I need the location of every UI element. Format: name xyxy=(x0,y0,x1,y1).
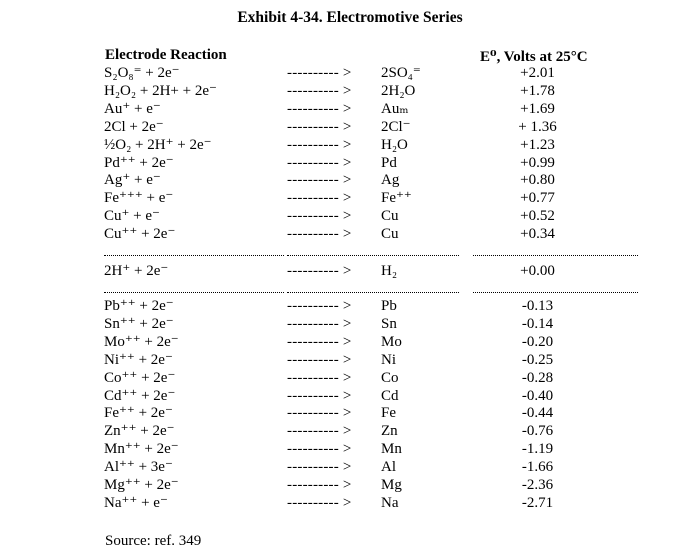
reaction-arrow: ---------- > xyxy=(287,82,352,99)
electrode-reaction: Al⁺⁺ + 3e⁻ xyxy=(104,459,173,476)
reaction-product: H₂ xyxy=(381,263,398,279)
reaction-arrow: ---------- > xyxy=(287,226,352,243)
reaction-product: Al xyxy=(381,459,396,476)
electrode-reaction: Sn⁺⁺ + 2e⁻ xyxy=(104,315,174,332)
table-row xyxy=(0,189,700,207)
electrode-reaction: Fe⁺⁺⁺ + e⁻ xyxy=(104,190,174,207)
standard-potential: -0.76 xyxy=(521,423,554,440)
reaction-arrow: ---------- > xyxy=(287,136,352,153)
reaction-product: 2SO₄⁼ xyxy=(381,65,421,81)
reaction-arrow: ---------- > xyxy=(287,494,352,511)
reaction-arrow: ---------- > xyxy=(287,100,352,117)
reaction-arrow: ---------- > xyxy=(287,459,352,476)
table-row xyxy=(0,422,700,440)
electrode-reaction: Cu⁺ + e⁻ xyxy=(104,208,160,225)
standard-potential: -1.66 xyxy=(521,459,554,476)
electrode-reaction: Zn⁺⁺ + 2e⁻ xyxy=(104,423,175,440)
standard-potential: -2.36 xyxy=(521,477,554,493)
reaction-product: Pd xyxy=(381,154,397,171)
table-row xyxy=(0,351,700,369)
standard-potential: +0.52 xyxy=(520,208,555,225)
standard-potential: -0.40 xyxy=(521,387,554,404)
reaction-product: Co xyxy=(381,369,399,386)
electrode-reaction: Na⁺⁺ + e⁻ xyxy=(104,494,168,511)
table-row xyxy=(0,154,700,172)
separator-top-middle xyxy=(287,255,459,256)
reaction-product: Mg xyxy=(381,477,402,493)
reaction-product: Mo xyxy=(381,333,402,350)
electrode-reaction: Mo⁺⁺ + 2e⁻ xyxy=(104,333,179,350)
reaction-product: Fe xyxy=(381,405,396,422)
standard-potential: -0.28 xyxy=(521,369,554,386)
electrode-reaction: Au⁺ + e⁻ xyxy=(104,100,161,117)
table-row xyxy=(0,82,700,100)
table-row xyxy=(0,64,700,82)
standard-potential: +0.34 xyxy=(520,226,555,243)
table-row xyxy=(0,297,700,315)
reaction-arrow: ---------- > xyxy=(287,154,352,171)
reaction-arrow: ---------- > xyxy=(287,387,352,404)
reaction-product: Auₘ xyxy=(381,100,409,117)
table-row xyxy=(0,494,700,512)
reaction-arrow: ---------- > xyxy=(287,351,352,368)
reaction-product: Cu xyxy=(381,226,399,243)
reaction-arrow: ---------- > xyxy=(287,65,352,81)
standard-potential: +1.78 xyxy=(520,82,555,99)
table-row xyxy=(0,118,700,136)
electrode-reaction: Cd⁺⁺ + 2e⁻ xyxy=(104,387,176,404)
standard-potential: +0.99 xyxy=(520,154,555,171)
table-row xyxy=(0,315,700,333)
table-row xyxy=(0,207,700,225)
standard-potential: -0.13 xyxy=(521,298,554,314)
electrode-reaction: Mg⁺⁺ + 2e⁻ xyxy=(104,477,179,493)
standard-potential: -1.19 xyxy=(521,441,554,458)
standard-potential: + 1.36 xyxy=(518,118,557,135)
separator-bottom-left xyxy=(104,292,284,293)
standard-potential: +0.00 xyxy=(520,263,555,279)
reaction-product: 2Cl⁻ xyxy=(381,118,411,135)
table-row xyxy=(0,458,700,476)
electrode-reaction: 2H⁺ + 2e⁻ xyxy=(104,263,169,279)
standard-potential: +1.69 xyxy=(520,100,555,117)
reaction-product: Zn xyxy=(381,423,398,440)
reaction-arrow: ---------- > xyxy=(287,333,352,350)
electrode-reaction: Mn⁺⁺ + 2e⁻ xyxy=(104,441,179,458)
table-row xyxy=(0,387,700,405)
table-row xyxy=(0,440,700,458)
header-electrode-reaction: Electrode Reaction xyxy=(105,47,227,63)
electrode-reaction: Pb⁺⁺ + 2e⁻ xyxy=(104,298,174,314)
table-row xyxy=(0,136,700,154)
standard-potential: +0.77 xyxy=(520,190,555,207)
electrode-reaction: Co⁺⁺ + 2e⁻ xyxy=(104,369,176,386)
separator-top-right xyxy=(473,255,638,256)
separator-bottom-right xyxy=(473,292,638,293)
standard-potential: +2.01 xyxy=(520,65,555,81)
reaction-product: Cu xyxy=(381,208,399,225)
standard-potential: -0.44 xyxy=(521,405,554,422)
table-row xyxy=(0,333,700,351)
standard-potential: -0.25 xyxy=(521,351,554,368)
standard-potential: -0.20 xyxy=(521,333,554,350)
reaction-arrow: ---------- > xyxy=(287,208,352,225)
reaction-arrow: ---------- > xyxy=(287,118,352,135)
electrode-reaction: Cu⁺⁺ + 2e⁻ xyxy=(104,226,176,243)
separator-bottom-middle xyxy=(287,292,459,293)
standard-potential: +0.80 xyxy=(520,172,555,189)
electrode-reaction: Ag⁺ + e⁻ xyxy=(104,172,161,189)
reaction-arrow: ---------- > xyxy=(287,298,352,314)
table-row xyxy=(0,404,700,422)
table-row xyxy=(0,100,700,118)
reaction-arrow: ---------- > xyxy=(287,369,352,386)
standard-potential: -2.71 xyxy=(521,494,554,511)
reaction-arrow: ---------- > xyxy=(287,423,352,440)
reaction-product: Fe⁺⁺ xyxy=(381,190,412,207)
reaction-arrow: ---------- > xyxy=(287,263,352,279)
table-row xyxy=(0,225,700,243)
electrode-reaction: 2Cl + 2e⁻ xyxy=(104,118,164,135)
reference-row xyxy=(0,262,700,280)
table-row xyxy=(0,369,700,387)
reaction-product: Ni xyxy=(381,351,396,368)
reaction-arrow: ---------- > xyxy=(287,172,352,189)
electrode-reaction: Pd⁺⁺ + 2e⁻ xyxy=(104,154,174,171)
reaction-product: Na xyxy=(381,494,399,511)
separator-top-left xyxy=(104,255,284,256)
reaction-product: Ag xyxy=(381,172,400,189)
electrode-reaction: Fe⁺⁺ + 2e⁻ xyxy=(104,405,173,422)
reaction-product: Pb xyxy=(381,298,397,314)
reaction-product: Sn xyxy=(381,315,397,332)
electrode-reaction: Ni⁺⁺ + 2e⁻ xyxy=(104,351,173,368)
reaction-product: Cd xyxy=(381,387,399,404)
reaction-arrow: ---------- > xyxy=(287,190,352,207)
table-row xyxy=(0,476,700,494)
electrode-reaction: H₂O₂ + 2H+ + 2e⁻ xyxy=(104,82,217,99)
header-potential: E⁰, Volts at 25°C xyxy=(480,49,588,65)
reaction-product: 2H₂O xyxy=(381,82,416,99)
standard-potential: -0.14 xyxy=(521,315,554,332)
standard-potential: +1.23 xyxy=(520,136,555,153)
reaction-arrow: ---------- > xyxy=(287,405,352,422)
source-note: Source: ref. 349 xyxy=(105,533,202,549)
reaction-product: Mn xyxy=(381,441,402,458)
exhibit-title: Exhibit 4-34. Electromotive Series xyxy=(237,9,463,26)
electrode-reaction: S₂O₈⁼ + 2e⁻ xyxy=(104,65,180,81)
table-row xyxy=(0,171,700,189)
reaction-product: H₂O xyxy=(381,136,408,153)
electrode-reaction: ½O₂ + 2H⁺ + 2e⁻ xyxy=(104,136,212,153)
reaction-arrow: ---------- > xyxy=(287,477,352,493)
reaction-arrow: ---------- > xyxy=(287,315,352,332)
reaction-arrow: ---------- > xyxy=(287,441,352,458)
